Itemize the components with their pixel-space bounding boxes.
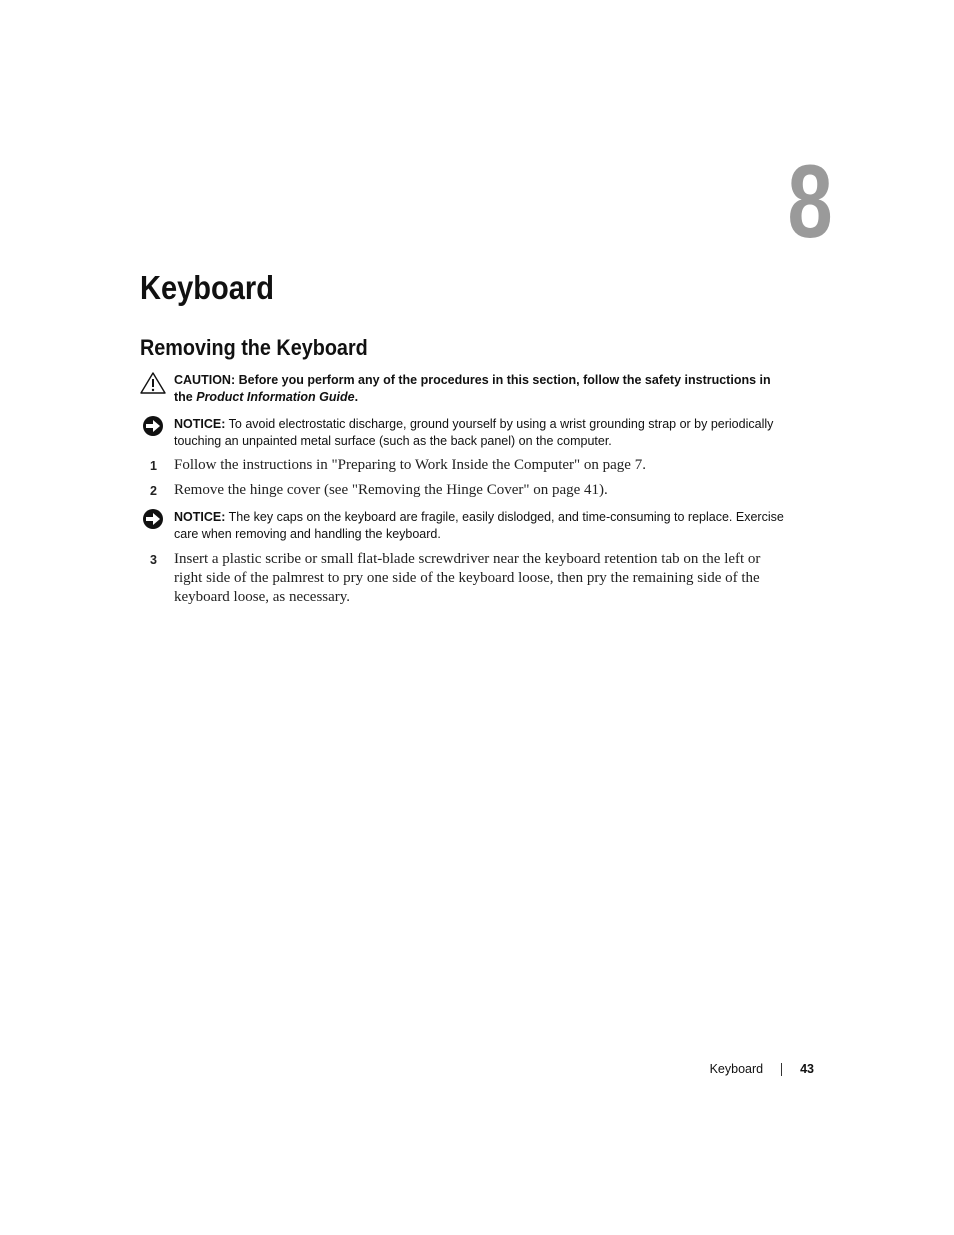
arrow-circle-icon — [140, 509, 166, 531]
caution-text: Before you perform any of the procedures in this section, follow the safety instructions in the — [174, 373, 771, 404]
step-number: 1 — [150, 459, 157, 473]
footer-divider — [781, 1063, 782, 1076]
section-title: Removing the Keyboard — [140, 335, 368, 360]
step-number: 2 — [150, 484, 157, 498]
footer-section: Keyboard — [709, 1062, 764, 1076]
step-number: 3 — [150, 553, 157, 567]
caution-label: CAUTION: — [174, 373, 236, 387]
caution-note — [140, 372, 790, 406]
arrow-circle-icon — [140, 416, 166, 438]
step-3 — [140, 550, 790, 607]
step-text: Insert a plastic scribe or small flat-blade screwdriver near the keyboard retention tab on the left or right side of the palmrest to pry one side of the keyboard loose, then pry the remaining side of the keyboard loose, as necessary. — [174, 551, 761, 605]
page-footer — [710, 1062, 814, 1076]
chapter-number: 8 — [787, 144, 833, 260]
notice-label: NOTICE: — [174, 510, 226, 524]
warning-triangle-icon — [140, 372, 166, 394]
notice-keycaps — [140, 509, 790, 543]
chapter-title: Keyboard — [140, 269, 274, 306]
step-text: Remove the hinge cover (see "Removing the Hinge Cover" on page 41). — [174, 482, 608, 498]
caution-end: . — [354, 390, 359, 404]
step-2 — [140, 481, 790, 500]
notice-text: To avoid electrostatic discharge, ground yourself by using a wrist grounding strap or by periodically touching an unpainted metal surface (such as the back panel) on the computer. — [174, 417, 774, 448]
caution-guide-title: Product Information Guide — [196, 390, 355, 404]
page-number: 43 — [800, 1062, 814, 1076]
step-text: Follow the instructions in "Preparing to Work Inside the Computer" on page 7. — [174, 457, 646, 473]
notice-text: The key caps on the keyboard are fragile, easily dislodged, and time-consuming to replace. Exercise care when removing and handling the keyboard. — [174, 510, 784, 541]
step-1 — [140, 456, 790, 475]
notice-esd — [140, 416, 790, 450]
notice-label: NOTICE: — [174, 417, 226, 431]
